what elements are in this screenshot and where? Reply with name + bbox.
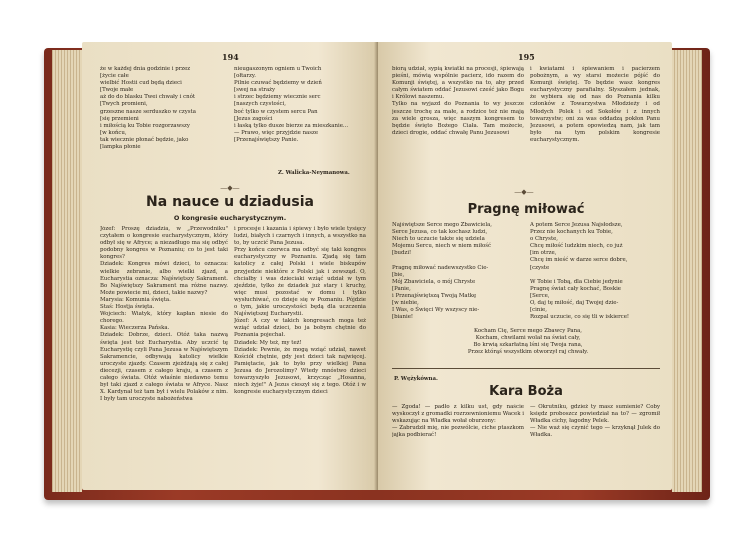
poem-author: Z. Walicka-Neymanowa. [278,170,350,176]
article-column-1: Józef: Proszę dziadzia, w „Przewodniku" czytałem o kongresie eucharystycznym, który odbył się w Afryce; a niezadługo ma się odbyć podobny kongres w Poznaniu; co to jest taki kongres? Dziadek: Kongres mówi dzieci, to oznacza: wielkie zebranie, albo wielki zjazd, a Eucharystia oznacza: Najświętszy Sakrament. Bo Najświętszy Sakrament ma różne nazwy. Może powiecie mi, dzieci, takie nazwy? Marysia: Komunia święta. Staś: Hostja święta. Wojciech: Wiatyk, który kapłan niesie do chorego. Kasia: Wieczerza Pańska. Dziadek: Dobrze, dzieci. Otóż taka nazwą święta jest też Eucharystia. Aby uczcić tę Eucharystię czyli Pana Jezusa w Najświętszym Sakramencie, odbywają katolicy wielkie uroczyste zjazdy. Czasem zjeżdżają się z całej diecezji, czasem z całego kraju, a czasem z całego świata. Otóż właśnie niedawno temu był taki zjazd z całego świata w Afryce. Nasz X. Kardynał też tam był i wielu Polaków z nim. I były tam uroczyste nabożeństwa [100,226,228,403]
poem-right-stanzas: A potem Serce Jezusa Najsłodsze, Przez nie kochanych ku Tobie, o Chryste, Chcę miłość ludzkim niech, co już [im otrze, Chcę im nieść w darze serce dobre, [czyste W Tobie i Tobą, dla Ciebie jedynie Pragnę świat cały kochać, Boskie [Serce, O, daj tę miłość, daj Twojej dzie- [cinie, Rozpal uczucie, co się tli w iskierce! [530,222,630,321]
page-number: 195 [518,52,535,62]
ornament-divider: —◆— [514,188,534,196]
page-edges-left [52,50,82,492]
story-title: Kara Boża [489,384,563,399]
story-column-2: — Okrutniku, gdzież ty masz sumienie? Coby księdz proboszcz powiedział na to? — zgromił Władka cichy, łagodny Pelek. — Nie waż się czynić tego — krzyknął Julek do Władka. [530,404,660,439]
page-edges-right [672,50,702,492]
poem-title: Pragnę miłować [467,202,585,217]
article-continued-column-1: biorą udział, sypią kwiatki na procesji, śpiewają pieśni, mówią wspólnie pacierz, ido razem do Komunji świętej, a wszystko na to, aby przed całym światem oddać Jezusowi cześć jako Bogu i Królowi naszemu. Tylko na wyjazd do Poznania to wy jeszcze jeszcze trochę za małe, a rodzice też nie mają za wiele grosza, więc naszym kongresem to będzie święto Bożego Ciała. Tam możecie, dzieci drogie, oddać chwałę Panu Jezusowi [392,66,524,136]
right-page [378,42,672,490]
poem-column-1: że w każdej dnia godzinie i przez [życie całe wielbić Hostii cud będą dzieci [Twoje małe aż do do blasku Twei chwały i cnót [Twych promieni, grzeszne nasze serduszko w czysta [się przemieni i miłością ku Tobie rozgorzawszy [w końcu, tak wiecznie płonać będzie, jako [lampka płonie [100,66,196,151]
article-subtitle: O kongresie eucharystycznym. [173,214,287,222]
section-rule [392,368,660,369]
left-page [82,42,378,490]
poem-closing-stanza: Kocham Cię, Serce mego Zbawcy Pana, Kocham, chwilami wolał na świat cały, Bo krwią szkarłatną lśni się Twoja rana, Przez którąś wszystkim otworzył raj chwały. [467,328,589,356]
article-continued-column-2: i kwiatami i śpiewaniem i pacierzem pobożnym, a wy starsi możecie pójść do Komunji świętej. To będzie wasz kongres eucharystyczny parafialny. Słyszałem jednak, że wybiera się od nas do Poznania kilku członków z Towarzystwa Młodzieży i od Młodych Polek i od Sokołów i z innych towarzystw; oni za was oddadzą pokłon Panu Jezusowi, a potem opowiedzą nam, jak tam było na tym polskim kongresie eucharystycznym. [530,66,660,143]
article-column-2: i procesje i kazania i śpiewy i było wiele tysięcy ludzi, białych i czarnych i innych, a wszystko na to, by uczcić Pana Jezusa. Przy końcu czerwca ma odbyć się taki kongres eucharystyczny w Poznaniu. Zjadą się tam katolicy z całej Polski i wiele biskupów przyjedzie niektóre z Polski jak i zewsząd. O, chciałby i was dzieciaki wziąć udział w tym zjeździe, tylko że dziadek już stary i kruchy, więc musi pozostać w domu i tylko wysłuchiwać, co dzieje się w Poznaniu. Pójdzie o tym, jakie uroczystości będą dla uczczenia Najświętszej Eucharystii. Józef: A czy w takich kongresach moga też wziąć udział dzieci, bo ja bobym chętnie do Poznania pojechał. Dziadek: My też, my też! Dziadek: Pewnie, że mogą wziąć udział, nawet Kościół chętnie, gdy jest dzieci tak najwięcej. Pamiętacie, jak to było przy wielkiej Pana Jezusa do Jerozolimy? Wtedy mnóstwo dzieci towarzyszyło Jezusowi, krzycząc „Hosanna, niech żyje!" A Jezus cieszył się z tego. Otóż i w kongresie eucharystycznym dzieci [234,226,366,396]
ornament-divider: —◆— [220,184,240,192]
open-book [44,28,710,504]
story-author: P. Wężykówna. [394,376,438,382]
story-column-1: — Zgoda! — padło z kilku ust, gdy naście wyskoczył z gromadki rozrzewnioniemu Wacek i wskazując na Władka wołał oburzony: — Zabrudził mię, nie pozwólcie, ciche ptaszkom jajka podbierać! [392,404,524,439]
poem-column-2: nieugaszonym ogniem u Twoich [ołtarzy. Pilnie czuwać będziemy w dzień [swej na straży i strzec będziemy wiecznie serc [naszych czystości, boć tylko w czystem sercu Pan [Jezus zagości i łaską tylko dusze bierze za mieszkanie... — Prawo, więc przyjdzie nasze [Przenajświętszy Panie. [234,66,349,143]
poem-left-stanzas: Najświętsze Serce mego Zbawiciela, Serce Jezusa, co tak kochasz ludzi, Niech to uczucie także się udziela Mojemu Sercu, niech w niem miłość [budzi! Pragnę miłować nadewszystko Cie- [bie, Mój Zbawiciela, o mój Chryste [Panie, i Przenajświętszą Twoją Matkę [w niebie, I Was, o Święci Wy wszyscy nie- [bianie! [392,222,493,321]
page-number: 194 [222,52,239,62]
article-title: Na nauce u dziadusia [146,194,314,210]
